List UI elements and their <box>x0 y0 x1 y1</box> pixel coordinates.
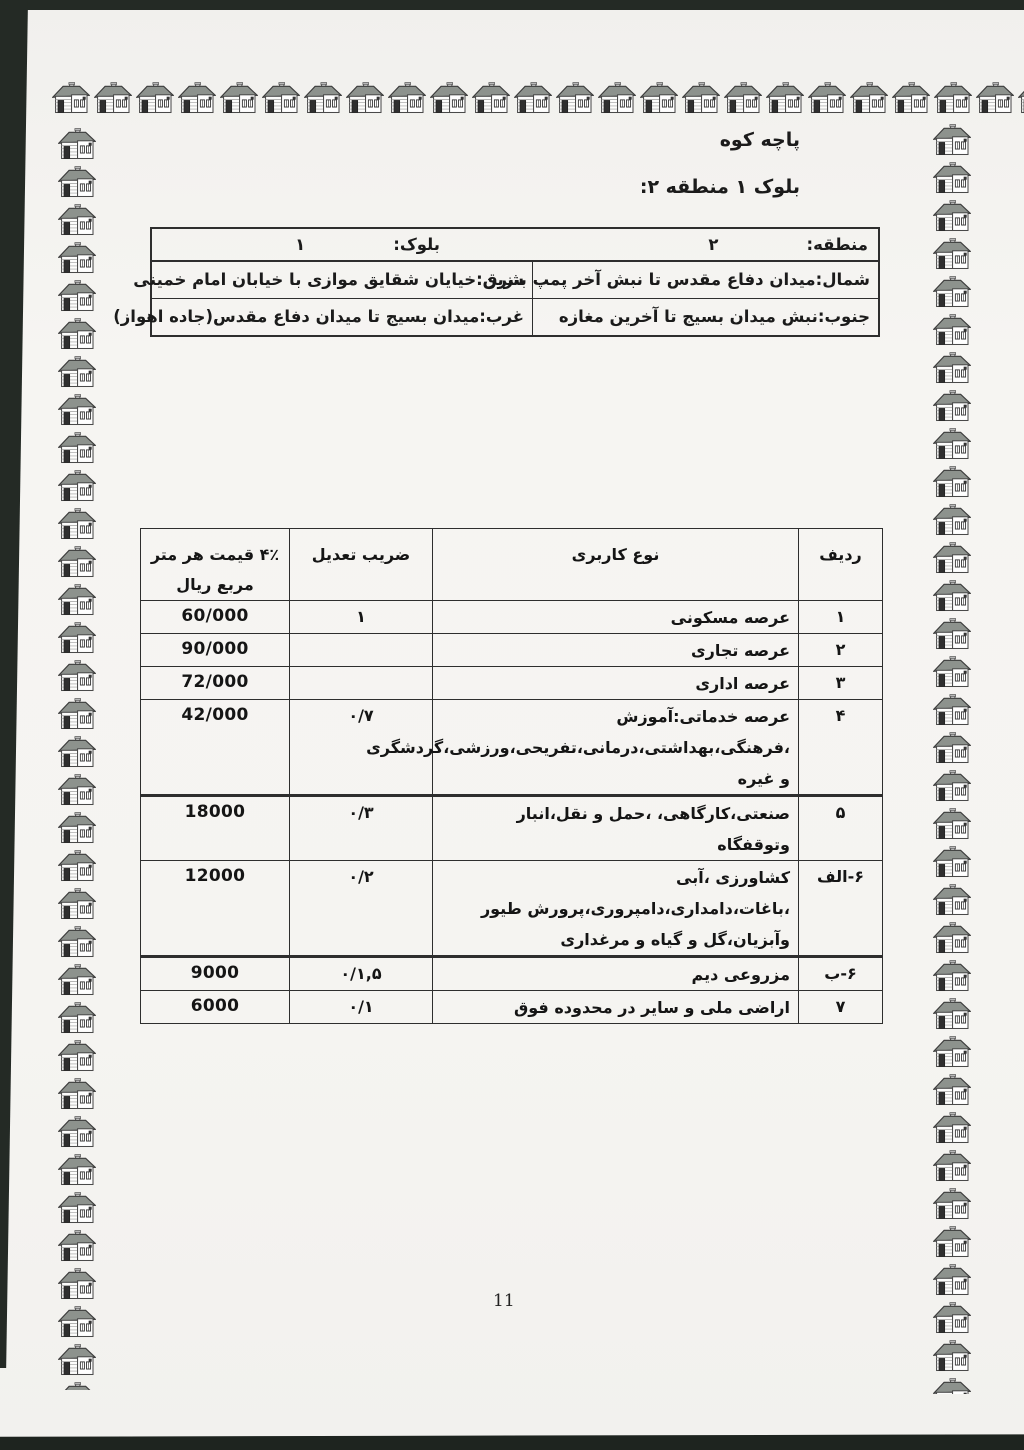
house-icon <box>58 698 96 730</box>
row-number-cell: ۳ <box>799 667 883 700</box>
usage-cell: اراضی ملی و سایر در محدوده فوق <box>433 991 799 1024</box>
house-icon <box>850 82 888 114</box>
usage-cell: صنعتی،کارگاهی، ،حمل و نقل،انبار وتوقفگاه <box>433 796 799 861</box>
coefficient-cell <box>290 667 433 700</box>
house-icon <box>556 82 594 114</box>
house-icon <box>933 618 971 650</box>
house-icon <box>933 352 971 384</box>
region-value: ۲ <box>708 235 719 254</box>
house-icon <box>94 82 132 114</box>
house-icon <box>976 82 1014 114</box>
house-icon <box>682 82 720 114</box>
coefficient-cell: ۰/۱,۵ <box>290 957 433 991</box>
house-icon <box>58 1382 96 1390</box>
price-cell: 72/000 <box>141 667 290 700</box>
house-icon <box>58 774 96 806</box>
house-icon <box>933 276 971 308</box>
row-number-cell: ۲ <box>799 634 883 667</box>
house-icon <box>430 82 468 114</box>
house-icon <box>58 166 96 198</box>
price-table-header-row <box>141 529 883 601</box>
row-number-cell: ۵ <box>799 796 883 861</box>
house-icon <box>58 1192 96 1224</box>
usage-cell: عرصه مسکونی <box>433 601 799 634</box>
price-cell: 42/000 <box>141 700 290 796</box>
price-cell: 60/000 <box>141 601 290 634</box>
house-icon <box>933 960 971 992</box>
row-number-cell: ۱ <box>799 601 883 634</box>
block-pair <box>295 229 440 260</box>
house-icon <box>724 82 762 114</box>
house-icon <box>933 504 971 536</box>
house-icon <box>58 508 96 540</box>
house-icon <box>52 82 90 114</box>
house-icon <box>933 162 971 194</box>
house-icon <box>58 850 96 882</box>
coefficient-cell: ۰/۱ <box>290 991 433 1024</box>
row-number-cell: ۶-ب <box>799 957 883 991</box>
house-border-top <box>52 82 1024 117</box>
house-icon <box>262 82 300 114</box>
house-icon <box>933 1378 971 1394</box>
coefficient-cell: ۱ <box>290 601 433 634</box>
house-icon <box>933 694 971 726</box>
scan-edge-left <box>0 0 28 1368</box>
house-icon <box>808 82 846 114</box>
house-icon <box>766 82 804 114</box>
house-icon <box>58 622 96 654</box>
house-icon <box>640 82 678 114</box>
usage-cell: عرصه تجاری <box>433 634 799 667</box>
header-usage-type: نوع کاربری <box>433 529 799 601</box>
house-icon <box>933 1112 971 1144</box>
location-table-row-south-west <box>113 298 878 335</box>
house-icon <box>58 1230 96 1262</box>
house-icon <box>933 1188 971 1220</box>
header-adjustment-coefficient: ضریب تعدیل <box>290 529 433 601</box>
house-icon <box>58 1002 96 1034</box>
house-icon <box>58 546 96 578</box>
house-icon <box>933 580 971 612</box>
page-title: پاچه کوه <box>719 129 800 151</box>
coefficient-cell <box>290 634 433 667</box>
boundary-east-cell: شرق:خیایان شقایق موازی با خیابان امام خمینی <box>152 261 532 298</box>
row-number-cell: ۶-الف <box>799 861 883 957</box>
block-region-subtitle: بلوک ۱ منطقه ۲: <box>639 176 800 198</box>
table-row <box>141 796 883 861</box>
house-icon <box>514 82 552 114</box>
table-row <box>141 667 883 700</box>
row-number-cell: ۴ <box>799 700 883 796</box>
house-icon <box>933 732 971 764</box>
house-icon <box>933 808 971 840</box>
location-table-row-north-east <box>133 261 878 298</box>
house-icon <box>1018 82 1024 114</box>
house-icon <box>933 656 971 688</box>
usage-cell: عرصه اداری <box>433 667 799 700</box>
table-row <box>141 861 883 957</box>
house-icon <box>472 82 510 114</box>
boundary-south-cell: جنوب:نبش میدان بسیج تا آخرین مغازه <box>532 298 878 335</box>
house-icon <box>933 1264 971 1296</box>
house-icon <box>58 888 96 920</box>
usage-cell: مزروعی دیم <box>433 957 799 991</box>
house-icon <box>58 1268 96 1300</box>
house-icon <box>58 926 96 958</box>
house-border-left <box>58 128 102 1390</box>
location-table-header-row <box>152 229 878 261</box>
house-icon <box>933 200 971 232</box>
location-table <box>113 227 880 337</box>
region-label: منطقه: <box>806 235 868 254</box>
house-icon <box>388 82 426 114</box>
house-icon <box>598 82 636 114</box>
table-row <box>141 700 883 796</box>
scan-edge-bottom <box>0 1433 1024 1450</box>
house-icon <box>58 432 96 464</box>
house-icon <box>136 82 174 114</box>
house-icon <box>58 584 96 616</box>
price-cell: 18000 <box>141 796 290 861</box>
page-number: 11 <box>493 1291 515 1311</box>
house-icon <box>346 82 384 114</box>
price-cell: 12000 <box>141 861 290 957</box>
house-icon <box>58 128 96 160</box>
house-icon <box>933 1074 971 1106</box>
header-row-number: ردیف <box>799 529 883 601</box>
house-icon <box>58 356 96 388</box>
house-icon <box>58 964 96 996</box>
house-icon <box>58 1344 96 1376</box>
scan-edge-top <box>0 0 1024 10</box>
house-icon <box>933 390 971 422</box>
header-price: ۴٪ قیمت هر متر مربع ریال <box>141 529 290 601</box>
house-icon <box>58 1040 96 1072</box>
boundary-west-cell: غرب:میدان بسیج تا میدان دفاع مقدس(جاده اهواز) <box>152 298 532 335</box>
house-border-right <box>933 124 985 1394</box>
house-icon <box>933 466 971 498</box>
price-cell: 6000 <box>141 991 290 1024</box>
price-cell: 9000 <box>141 957 290 991</box>
block-label: بلوک: <box>393 235 440 254</box>
house-icon <box>58 1154 96 1186</box>
house-icon <box>58 812 96 844</box>
house-icon <box>933 542 971 574</box>
coefficient-cell: ۰/۳ <box>290 796 433 861</box>
house-icon <box>933 846 971 878</box>
house-icon <box>58 204 96 236</box>
region-pair <box>708 229 868 260</box>
house-icon <box>933 1150 971 1182</box>
usage-cell: کشاورزی ،آبی ،باغات،دامداری،دامپروری،پرورش طیور وآبزیان،گل و گیاه و مرغداری <box>433 861 799 957</box>
boundary-north-cell: شمال:میدان دفاع مقدس تا نبش آخر پمپ بنزین <box>532 261 878 298</box>
house-icon <box>58 1306 96 1338</box>
house-icon <box>58 660 96 692</box>
house-icon <box>933 884 971 916</box>
house-icon <box>220 82 258 114</box>
house-icon <box>58 394 96 426</box>
table-row <box>141 601 883 634</box>
house-icon <box>933 238 971 270</box>
house-icon <box>58 1078 96 1110</box>
price-cell: 90/000 <box>141 634 290 667</box>
house-icon <box>933 1036 971 1068</box>
house-icon <box>178 82 216 114</box>
house-icon <box>304 82 342 114</box>
coefficient-cell: ۰/۷ <box>290 700 433 796</box>
house-icon <box>933 1302 971 1334</box>
house-icon <box>933 922 971 954</box>
table-row <box>141 957 883 991</box>
house-icon <box>58 242 96 274</box>
house-icon <box>58 736 96 768</box>
house-icon <box>933 998 971 1030</box>
table-row <box>141 991 883 1024</box>
house-icon <box>892 82 930 114</box>
house-icon <box>58 470 96 502</box>
house-icon <box>933 1340 971 1372</box>
house-icon <box>58 280 96 312</box>
table-row <box>141 634 883 667</box>
coefficient-cell: ۰/۲ <box>290 861 433 957</box>
house-icon <box>933 770 971 802</box>
usage-cell: عرصه خدماتی:آموزش ،فرهنگی،بهداشتی،درمانی،تفریحی،ورزشی،گردشگری و غیره <box>433 700 799 796</box>
price-table <box>140 528 883 1024</box>
house-icon <box>933 1226 971 1258</box>
house-icon <box>933 124 971 156</box>
house-icon <box>933 428 971 460</box>
house-icon <box>58 1116 96 1148</box>
house-icon <box>58 318 96 350</box>
house-icon <box>933 314 971 346</box>
house-icon <box>934 82 972 114</box>
row-number-cell: ۷ <box>799 991 883 1024</box>
block-value: ۱ <box>295 235 306 254</box>
